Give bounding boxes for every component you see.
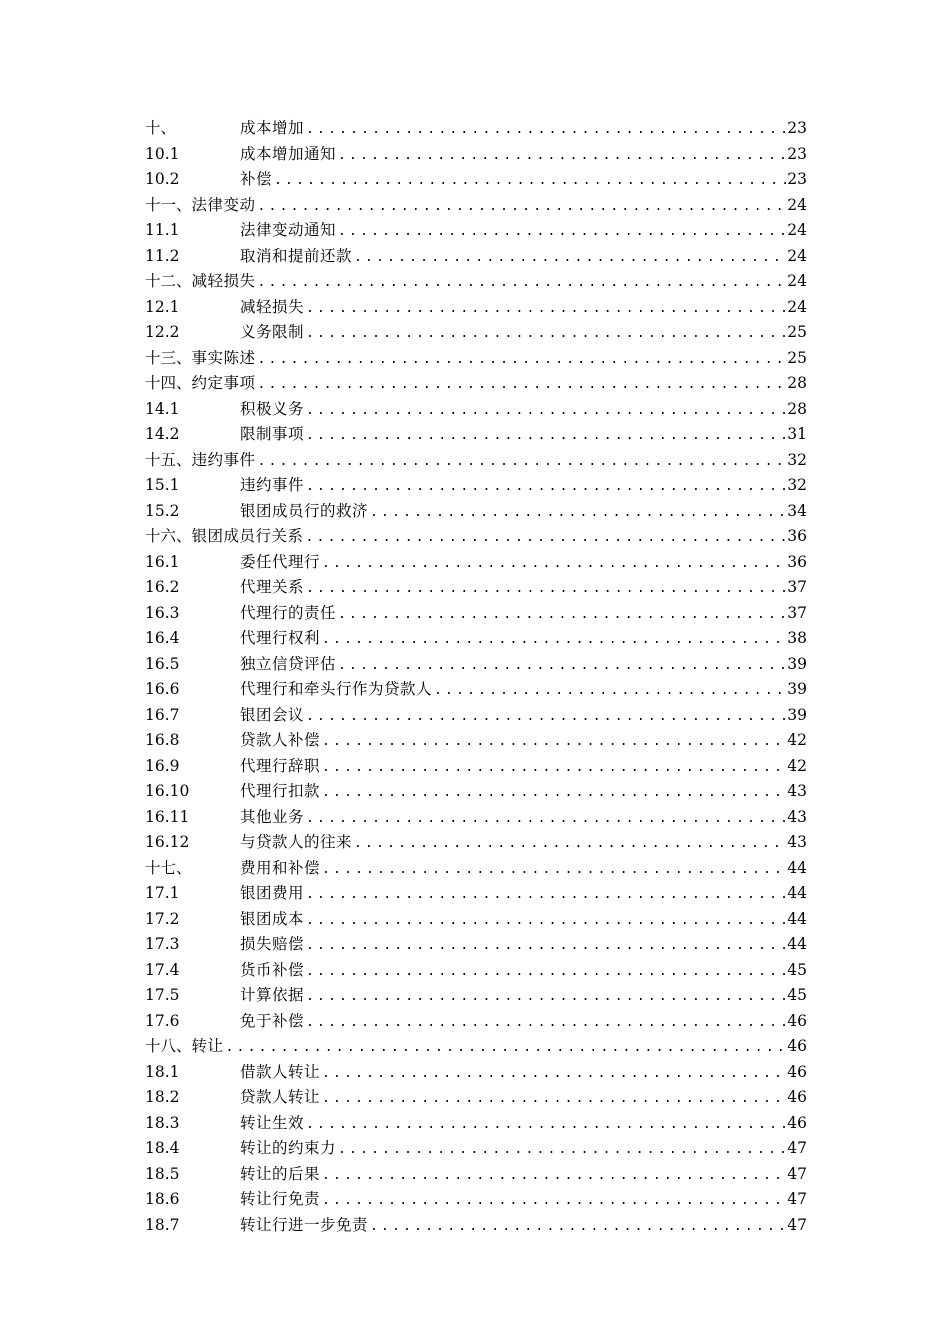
toc-entry[interactable] — [145, 728, 807, 754]
toc-entry-title: 代理行权利 — [240, 629, 321, 647]
toc-entry[interactable] — [145, 1136, 807, 1162]
toc-entry[interactable] — [145, 1009, 807, 1035]
toc-entry-title: 转让行免责 — [240, 1190, 321, 1208]
toc-entry[interactable] — [145, 983, 807, 1009]
toc-entry-title: 转让的后果 — [240, 1164, 321, 1183]
toc-entry[interactable] — [145, 626, 807, 652]
toc-entry-number: 16.12 — [145, 833, 190, 851]
toc-entry[interactable] — [145, 320, 807, 346]
toc-entry[interactable] — [145, 116, 807, 142]
toc-entry-title: 其他业务 — [240, 807, 305, 826]
toc-entry-title: 银团成本 — [240, 909, 305, 928]
toc-entry-number: 16.7 — [145, 705, 180, 724]
toc-entry-title: 成本增加 — [240, 119, 305, 137]
toc-entry-page-number: 42 — [787, 731, 807, 749]
toc-entry-title: 积极义务 — [240, 399, 305, 418]
toc-entry-number: 18.3 — [145, 1113, 180, 1132]
toc-entry-title: 代理行和牵头行作为贷款人 — [240, 680, 433, 698]
toc-entry-number: 17.5 — [145, 986, 180, 1004]
toc-entry-page-number: 39 — [787, 705, 807, 724]
toc-entry-title: 义务限制 — [240, 323, 305, 341]
toc-entry-title: 限制事项 — [240, 425, 305, 443]
toc-entry-title: 减轻损失 — [191, 272, 256, 290]
dot-leader — [256, 347, 787, 372]
toc-entry-page-number: 46 — [787, 1062, 807, 1081]
dot-leader — [320, 729, 787, 754]
toc-entry-page-number: 45 — [787, 986, 807, 1004]
toc-entry-page-number: 44 — [787, 935, 807, 953]
toc-entry-number: 11.1 — [145, 221, 180, 239]
dot-leader — [352, 831, 787, 856]
dot-leader — [320, 780, 787, 805]
toc-entry-number: 12.1 — [145, 297, 180, 316]
toc-entry-title: 计算依据 — [240, 986, 305, 1004]
toc-entry-title: 与贷款人的往来 — [240, 833, 353, 851]
toc-entry-title: 贷款人补偿 — [240, 731, 321, 749]
toc-entry[interactable] — [145, 218, 807, 244]
toc-entry[interactable] — [145, 652, 807, 678]
dot-leader — [352, 245, 787, 270]
toc-entry-title: 转让行进一步免责 — [240, 1215, 369, 1234]
toc-entry[interactable] — [145, 1060, 807, 1086]
toc-entry-number: 16.9 — [145, 756, 180, 775]
dot-leader — [320, 551, 787, 576]
toc-entry-number: 十、 — [145, 119, 177, 137]
toc-entry-number: 15.2 — [145, 501, 180, 520]
toc-entry-page-number: 28 — [787, 374, 807, 392]
dot-leader — [320, 1188, 787, 1213]
toc-entry-number: 17.6 — [145, 1011, 180, 1030]
dot-leader — [304, 296, 787, 321]
toc-entry-number: 十四、 — [145, 374, 192, 392]
dot-leader — [368, 500, 787, 525]
toc-entry-title: 费用和补偿 — [240, 858, 321, 877]
dot-leader — [320, 1061, 787, 1086]
dot-leader — [256, 449, 787, 474]
toc-entry[interactable] — [145, 524, 807, 550]
dot-leader — [304, 933, 787, 958]
toc-entry[interactable] — [145, 550, 807, 576]
dot-leader — [368, 1214, 787, 1239]
dot-leader — [224, 1035, 787, 1060]
toc-entry[interactable] — [145, 422, 807, 448]
toc-entry[interactable] — [145, 499, 807, 525]
toc-entry-page-number: 25 — [787, 323, 807, 341]
toc-entry-title: 代理行的责任 — [240, 603, 337, 622]
toc-entry-page-number: 44 — [787, 884, 807, 902]
dot-leader — [304, 576, 787, 601]
dot-leader — [256, 372, 787, 397]
toc-entry-page-number: 46 — [787, 1113, 807, 1132]
toc-entry-number: 十六、 — [145, 527, 192, 545]
toc-entry-page-number: 25 — [787, 348, 807, 367]
dot-leader — [336, 219, 787, 244]
dot-leader — [304, 806, 787, 831]
dot-leader — [304, 117, 787, 142]
dot-leader — [320, 627, 787, 652]
table-of-contents — [145, 116, 807, 1238]
dot-leader — [304, 423, 787, 448]
toc-entry-title: 转让的约束力 — [240, 1139, 337, 1157]
dot-leader — [256, 270, 787, 295]
dot-leader — [320, 857, 787, 882]
toc-entry-number: 17.3 — [145, 935, 180, 953]
toc-entry-page-number: 32 — [787, 476, 807, 494]
toc-entry[interactable] — [145, 754, 807, 780]
toc-entry[interactable] — [145, 193, 807, 219]
toc-entry-page-number: 39 — [787, 680, 807, 698]
toc-entry[interactable] — [145, 1085, 807, 1111]
toc-entry-page-number: 34 — [787, 501, 807, 520]
toc-entry-page-number: 45 — [787, 960, 807, 979]
toc-entry-number: 16.1 — [145, 552, 180, 571]
dot-leader — [272, 168, 787, 193]
toc-entry[interactable] — [145, 932, 807, 958]
dot-leader — [304, 704, 787, 729]
toc-entry-page-number: 44 — [787, 858, 807, 877]
toc-entry-title: 法律变动通知 — [240, 221, 337, 239]
dot-leader — [304, 398, 787, 423]
toc-entry-number: 16.3 — [145, 603, 180, 622]
toc-entry-title: 约定事项 — [191, 374, 256, 392]
toc-entry-number: 十三、 — [145, 348, 192, 367]
toc-entry-page-number: 24 — [787, 297, 807, 316]
toc-entry[interactable] — [145, 703, 807, 729]
toc-entry-number: 十八、 — [145, 1037, 192, 1055]
dot-leader — [304, 984, 787, 1009]
toc-entry-title: 借款人转让 — [240, 1062, 321, 1081]
toc-entry-title: 违约事件 — [240, 476, 305, 494]
toc-entry[interactable] — [145, 473, 807, 499]
dot-leader — [304, 525, 787, 550]
toc-entry-page-number: 42 — [787, 756, 807, 775]
dot-leader — [256, 194, 787, 219]
toc-entry-page-number: 23 — [787, 170, 807, 188]
toc-entry[interactable] — [145, 779, 807, 805]
toc-entry-page-number: 46 — [787, 1037, 807, 1055]
dot-leader — [304, 474, 787, 499]
toc-entry-number: 18.7 — [145, 1215, 180, 1234]
toc-entry-page-number: 47 — [787, 1215, 807, 1234]
toc-entry-page-number: 28 — [787, 399, 807, 418]
toc-entry-title: 独立信贷评估 — [240, 654, 337, 673]
toc-entry-page-number: 46 — [787, 1088, 807, 1106]
toc-entry-title: 银团成员行的救济 — [240, 501, 369, 520]
toc-entry-number: 16.8 — [145, 731, 180, 749]
toc-entry-number: 10.2 — [145, 170, 180, 188]
toc-entry[interactable] — [145, 244, 807, 270]
toc-entry-number: 18.5 — [145, 1164, 180, 1183]
toc-entry[interactable] — [145, 907, 807, 933]
toc-entry[interactable] — [145, 397, 807, 423]
toc-entry-page-number: 43 — [787, 807, 807, 826]
toc-entry[interactable] — [145, 830, 807, 856]
toc-entry-page-number: 37 — [787, 578, 807, 596]
toc-entry-number: 18.4 — [145, 1139, 180, 1157]
toc-entry-number: 16.5 — [145, 654, 180, 673]
toc-entry-number: 17.4 — [145, 960, 180, 979]
toc-entry-title: 委任代理行 — [240, 552, 321, 571]
toc-entry-page-number: 37 — [787, 603, 807, 622]
toc-entry-page-number: 23 — [787, 119, 807, 137]
toc-entry-number: 16.10 — [145, 782, 190, 800]
toc-entry-title: 货币补偿 — [240, 960, 305, 979]
toc-entry-page-number: 23 — [787, 144, 807, 163]
dot-leader — [336, 143, 787, 168]
toc-entry-title: 代理关系 — [240, 578, 305, 596]
toc-entry[interactable] — [145, 1034, 807, 1060]
dot-leader — [320, 1163, 787, 1188]
toc-entry-number: 18.1 — [145, 1062, 180, 1081]
toc-entry-page-number: 47 — [787, 1164, 807, 1183]
toc-entry-page-number: 24 — [787, 246, 807, 265]
toc-entry-page-number: 44 — [787, 909, 807, 928]
toc-entry-title: 贷款人转让 — [240, 1088, 321, 1106]
toc-entry-title: 法律变动 — [191, 195, 256, 214]
dot-leader — [304, 1010, 787, 1035]
dot-leader — [304, 959, 787, 984]
toc-entry-title: 转让 — [191, 1037, 224, 1055]
toc-entry-number: 15.1 — [145, 476, 180, 494]
toc-entry-number: 十一、 — [145, 195, 192, 214]
toc-entry[interactable] — [145, 142, 807, 168]
toc-entry-number: 14.2 — [145, 425, 180, 443]
toc-entry-page-number: 43 — [787, 782, 807, 800]
dot-leader — [304, 882, 787, 907]
dot-leader — [304, 1112, 787, 1137]
dot-leader — [320, 1086, 787, 1111]
toc-entry-number: 十五、 — [145, 450, 192, 469]
dot-leader — [304, 908, 787, 933]
dot-leader — [336, 602, 787, 627]
toc-entry-page-number: 43 — [787, 833, 807, 851]
dot-leader — [432, 678, 787, 703]
toc-entry-page-number: 24 — [787, 221, 807, 239]
toc-entry-page-number: 31 — [787, 425, 807, 443]
toc-entry-title: 转让生效 — [240, 1113, 305, 1132]
toc-entry-number: 10.1 — [145, 144, 180, 163]
toc-entry-page-number: 24 — [787, 272, 807, 290]
toc-entry-number: 十二、 — [145, 272, 192, 290]
toc-entry[interactable] — [145, 677, 807, 703]
toc-entry-number: 16.6 — [145, 680, 180, 698]
toc-entry-page-number: 38 — [787, 629, 807, 647]
toc-entry-number: 18.6 — [145, 1190, 180, 1208]
toc-entry-page-number: 39 — [787, 654, 807, 673]
toc-entry-page-number: 46 — [787, 1011, 807, 1030]
toc-entry-title: 取消和提前还款 — [240, 246, 353, 265]
toc-entry-title: 银团费用 — [240, 884, 305, 902]
toc-entry-page-number: 36 — [787, 527, 807, 545]
toc-entry[interactable] — [145, 269, 807, 295]
toc-entry-title: 免于补偿 — [240, 1011, 305, 1030]
toc-entry-title: 违约事件 — [191, 450, 256, 469]
toc-entry-number: 17.2 — [145, 909, 180, 928]
toc-entry[interactable] — [145, 881, 807, 907]
toc-entry[interactable] — [145, 346, 807, 372]
toc-entry-number: 12.2 — [145, 323, 180, 341]
toc-entry-number: 18.2 — [145, 1088, 180, 1106]
toc-entry-title: 减轻损失 — [240, 297, 305, 316]
toc-entry-number: 16.2 — [145, 578, 180, 596]
dot-leader — [336, 1137, 787, 1162]
toc-entry-title: 代理行辞职 — [240, 756, 321, 775]
dot-leader — [304, 321, 787, 346]
toc-entry[interactable] — [145, 1162, 807, 1188]
toc-entry[interactable] — [145, 805, 807, 831]
toc-entry-number: 17.1 — [145, 884, 180, 902]
dot-leader — [320, 755, 787, 780]
toc-entry-page-number: 24 — [787, 195, 807, 214]
toc-entry-page-number: 36 — [787, 552, 807, 571]
toc-entry-title: 事实陈述 — [191, 348, 256, 367]
toc-entry-title: 银团成员行关系 — [191, 527, 304, 545]
toc-entry-page-number: 47 — [787, 1139, 807, 1157]
toc-entry[interactable] — [145, 1187, 807, 1213]
toc-entry-number: 11.2 — [145, 246, 180, 265]
toc-entry[interactable] — [145, 856, 807, 882]
toc-entry[interactable] — [145, 601, 807, 627]
toc-entry[interactable] — [145, 371, 807, 397]
toc-entry-title: 成本增加通知 — [240, 144, 337, 163]
toc-entry[interactable] — [145, 448, 807, 474]
toc-entry-number: 十七、 — [145, 858, 192, 877]
toc-entry[interactable] — [145, 1111, 807, 1137]
toc-entry[interactable] — [145, 1213, 807, 1239]
dot-leader — [336, 653, 787, 678]
toc-entry[interactable] — [145, 295, 807, 321]
toc-entry[interactable] — [145, 958, 807, 984]
toc-entry-number: 16.4 — [145, 629, 180, 647]
toc-entry-title: 代理行扣款 — [240, 782, 321, 800]
toc-entry-page-number: 32 — [787, 450, 807, 469]
toc-entry-number: 14.1 — [145, 399, 180, 418]
toc-entry[interactable] — [145, 167, 807, 193]
toc-entry[interactable] — [145, 575, 807, 601]
toc-entry-page-number: 47 — [787, 1190, 807, 1208]
toc-entry-number: 16.11 — [145, 807, 190, 826]
toc-entry-title: 补偿 — [240, 170, 273, 188]
toc-entry-title: 损失赔偿 — [240, 935, 305, 953]
toc-entry-title: 银团会议 — [240, 705, 305, 724]
